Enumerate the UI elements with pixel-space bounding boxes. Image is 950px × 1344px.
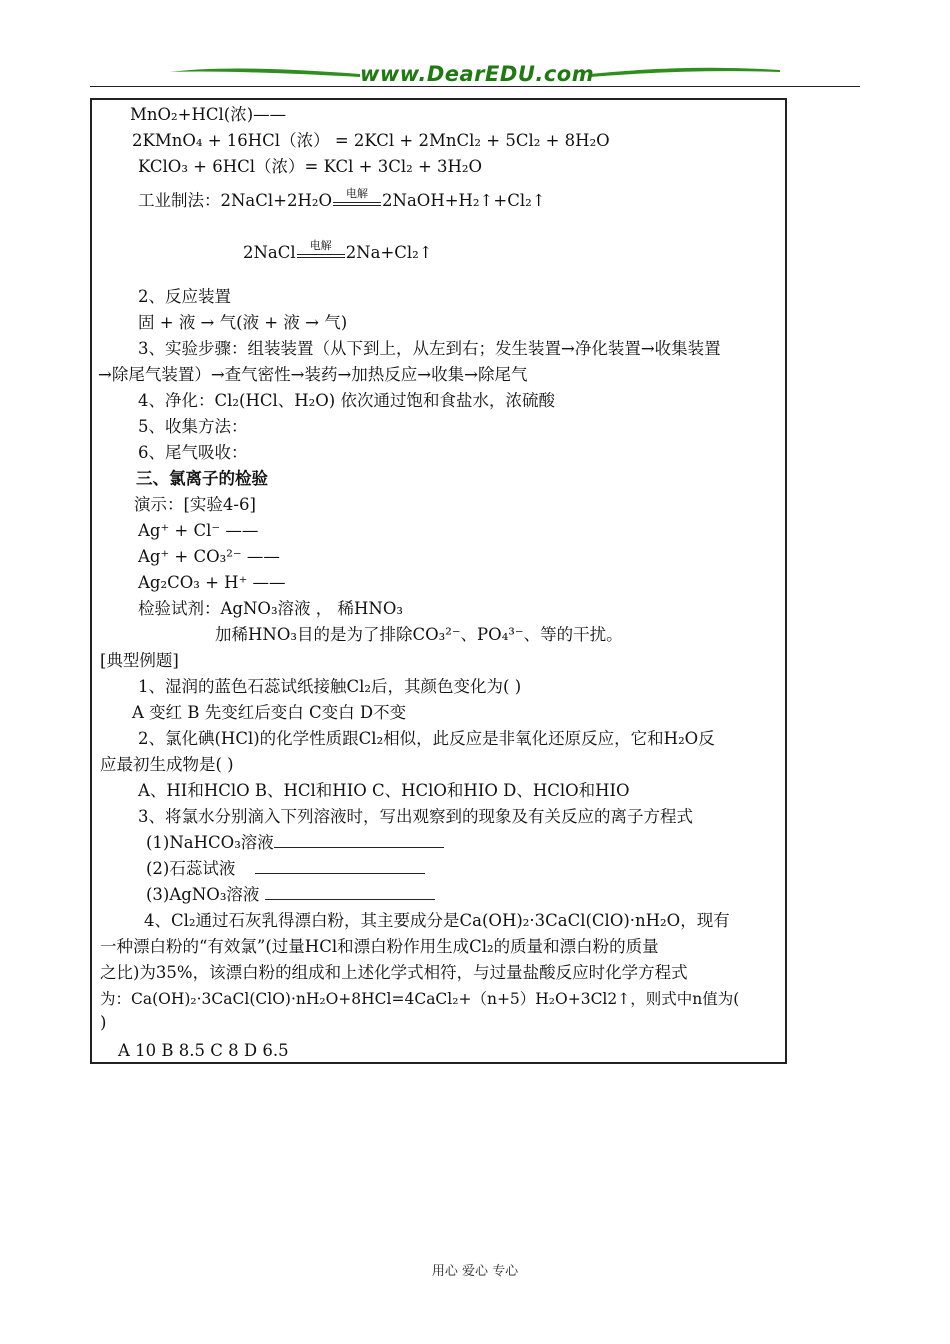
site-logo[interactable]: www.DearEDU.com (360, 62, 595, 86)
text-line: 6、尾气吸收： (138, 443, 248, 462)
text-line: 演示：[实验4-6] (134, 495, 256, 514)
industrial-method-line (138, 188, 546, 212)
equation-line: Ag⁺ + Cl⁻ —— (138, 521, 259, 540)
text-line: 检验试剂：AgNO₃溶液 ， 稀HNO₃ (138, 599, 404, 618)
fill-in-item: (1)NaHCO₃溶液 (146, 832, 444, 854)
equation-left: 2NaCl (243, 243, 296, 262)
section-heading: 2、反应装置 (138, 287, 231, 306)
electrolysis-label: 电解 (346, 187, 369, 200)
text-line: →除尾气装置）→查气密性→装药→加热反应→收集→除尾气 (98, 365, 528, 384)
answer-options: A 变红 B 先变红后变白 C变白 D不变 (132, 703, 407, 722)
answer-blank[interactable] (265, 885, 435, 900)
answer-options: A 10 B 8.5 C 8 D 6.5 (118, 1041, 289, 1060)
electrolysis-sign (333, 188, 381, 206)
equation-line: Ag₂CO₃ + H⁺ —— (138, 573, 286, 592)
text-line: 加稀HNO₃目的是为了排除CO₃²⁻、PO₄³⁻、等的干扰。 (215, 625, 623, 644)
answer-options: A、HI和HClO B、HCl和HIO C、HClO和HIO D、HClO和HIO (138, 781, 630, 800)
question-line: 1、湿润的蓝色石蕊试纸接触Cl₂后，其颜色变化为( ) (138, 677, 522, 696)
equation-left: 工业制法：2NaCl+2H₂O (138, 191, 333, 210)
question-line: 3、将氯水分别滴入下列溶液时，写出观察到的现象及有关反应的离子方程式 (138, 807, 693, 826)
equation-right: 2Na+Cl₂↑ (345, 243, 433, 262)
equation-line: KClO₃ + 6HCl（浓）= KCl + 3Cl₂ + 3H₂O (138, 157, 483, 176)
text-line: 3、实验步骤：组装装置（从下到上，从左到右；发生装置→净化装置→收集装置 (138, 339, 721, 358)
fill-in-item: (3)AgNO₃溶液 (146, 884, 435, 906)
question-line: 应最初生成物是( ) (100, 755, 234, 774)
electrolysis-label: 电解 (309, 239, 332, 252)
question-line: ) (100, 1013, 107, 1032)
text-line: 4、净化：Cl₂(HCl、H₂O) 依次通过饱和食盐水，浓硫酸 (138, 391, 555, 410)
question-line: 一种漂白粉的“有效氯”(过量HCl和漂白粉作用生成Cl₂的质量和漂白粉的质量 (100, 937, 659, 956)
answer-blank[interactable] (255, 859, 425, 874)
question-line: 2、氯化碘(HCl)的化学性质跟Cl₂相似，此反应是非氧化还原反应，它和H₂O反 (138, 729, 715, 748)
section-heading: [典型例题] (100, 651, 179, 670)
equation-line: Ag⁺ + CO₃²⁻ —— (138, 547, 280, 566)
header-rule (90, 86, 860, 87)
text-line: 固 + 液 → 气(液 + 液 → 气) (138, 313, 348, 332)
fill-in-item: (2)石蕊试液 (146, 858, 425, 880)
equation-line: 2KMnO₄ + 16HCl（浓） = 2KCl + 2MnCl₂ + 5Cl₂ + 8H₂O (132, 131, 610, 150)
section-heading: 三、氯离子的检验 (136, 469, 268, 488)
question-line: 之比)为35%，该漂白粉的组成和上述化学式相符，与过量盐酸反应时化学方程式 (100, 963, 688, 982)
text-line: 5、收集方法： (138, 417, 248, 436)
electrolysis-line (243, 240, 433, 264)
question-line: 为：Ca(OH)₂·3CaCl(ClO)·nH₂O+8HCl=4CaCl₂+（n+5）H₂O+3Cl2↑，则式中n值为( (100, 990, 740, 1008)
equation-right: 2NaOH+H₂↑+Cl₂↑ (382, 191, 546, 210)
page-footer: 用心 爱心 专心 (431, 1264, 519, 1279)
equation-line: MnO₂+HCl(浓)—— (130, 105, 287, 124)
question-line: 4、Cl₂通过石灰乳得漂白粉，其主要成分是Ca(OH)₂·3CaCl(ClO)·nH₂O，现有 (144, 911, 730, 930)
electrolysis-sign (297, 240, 345, 258)
answer-blank[interactable] (274, 833, 444, 848)
